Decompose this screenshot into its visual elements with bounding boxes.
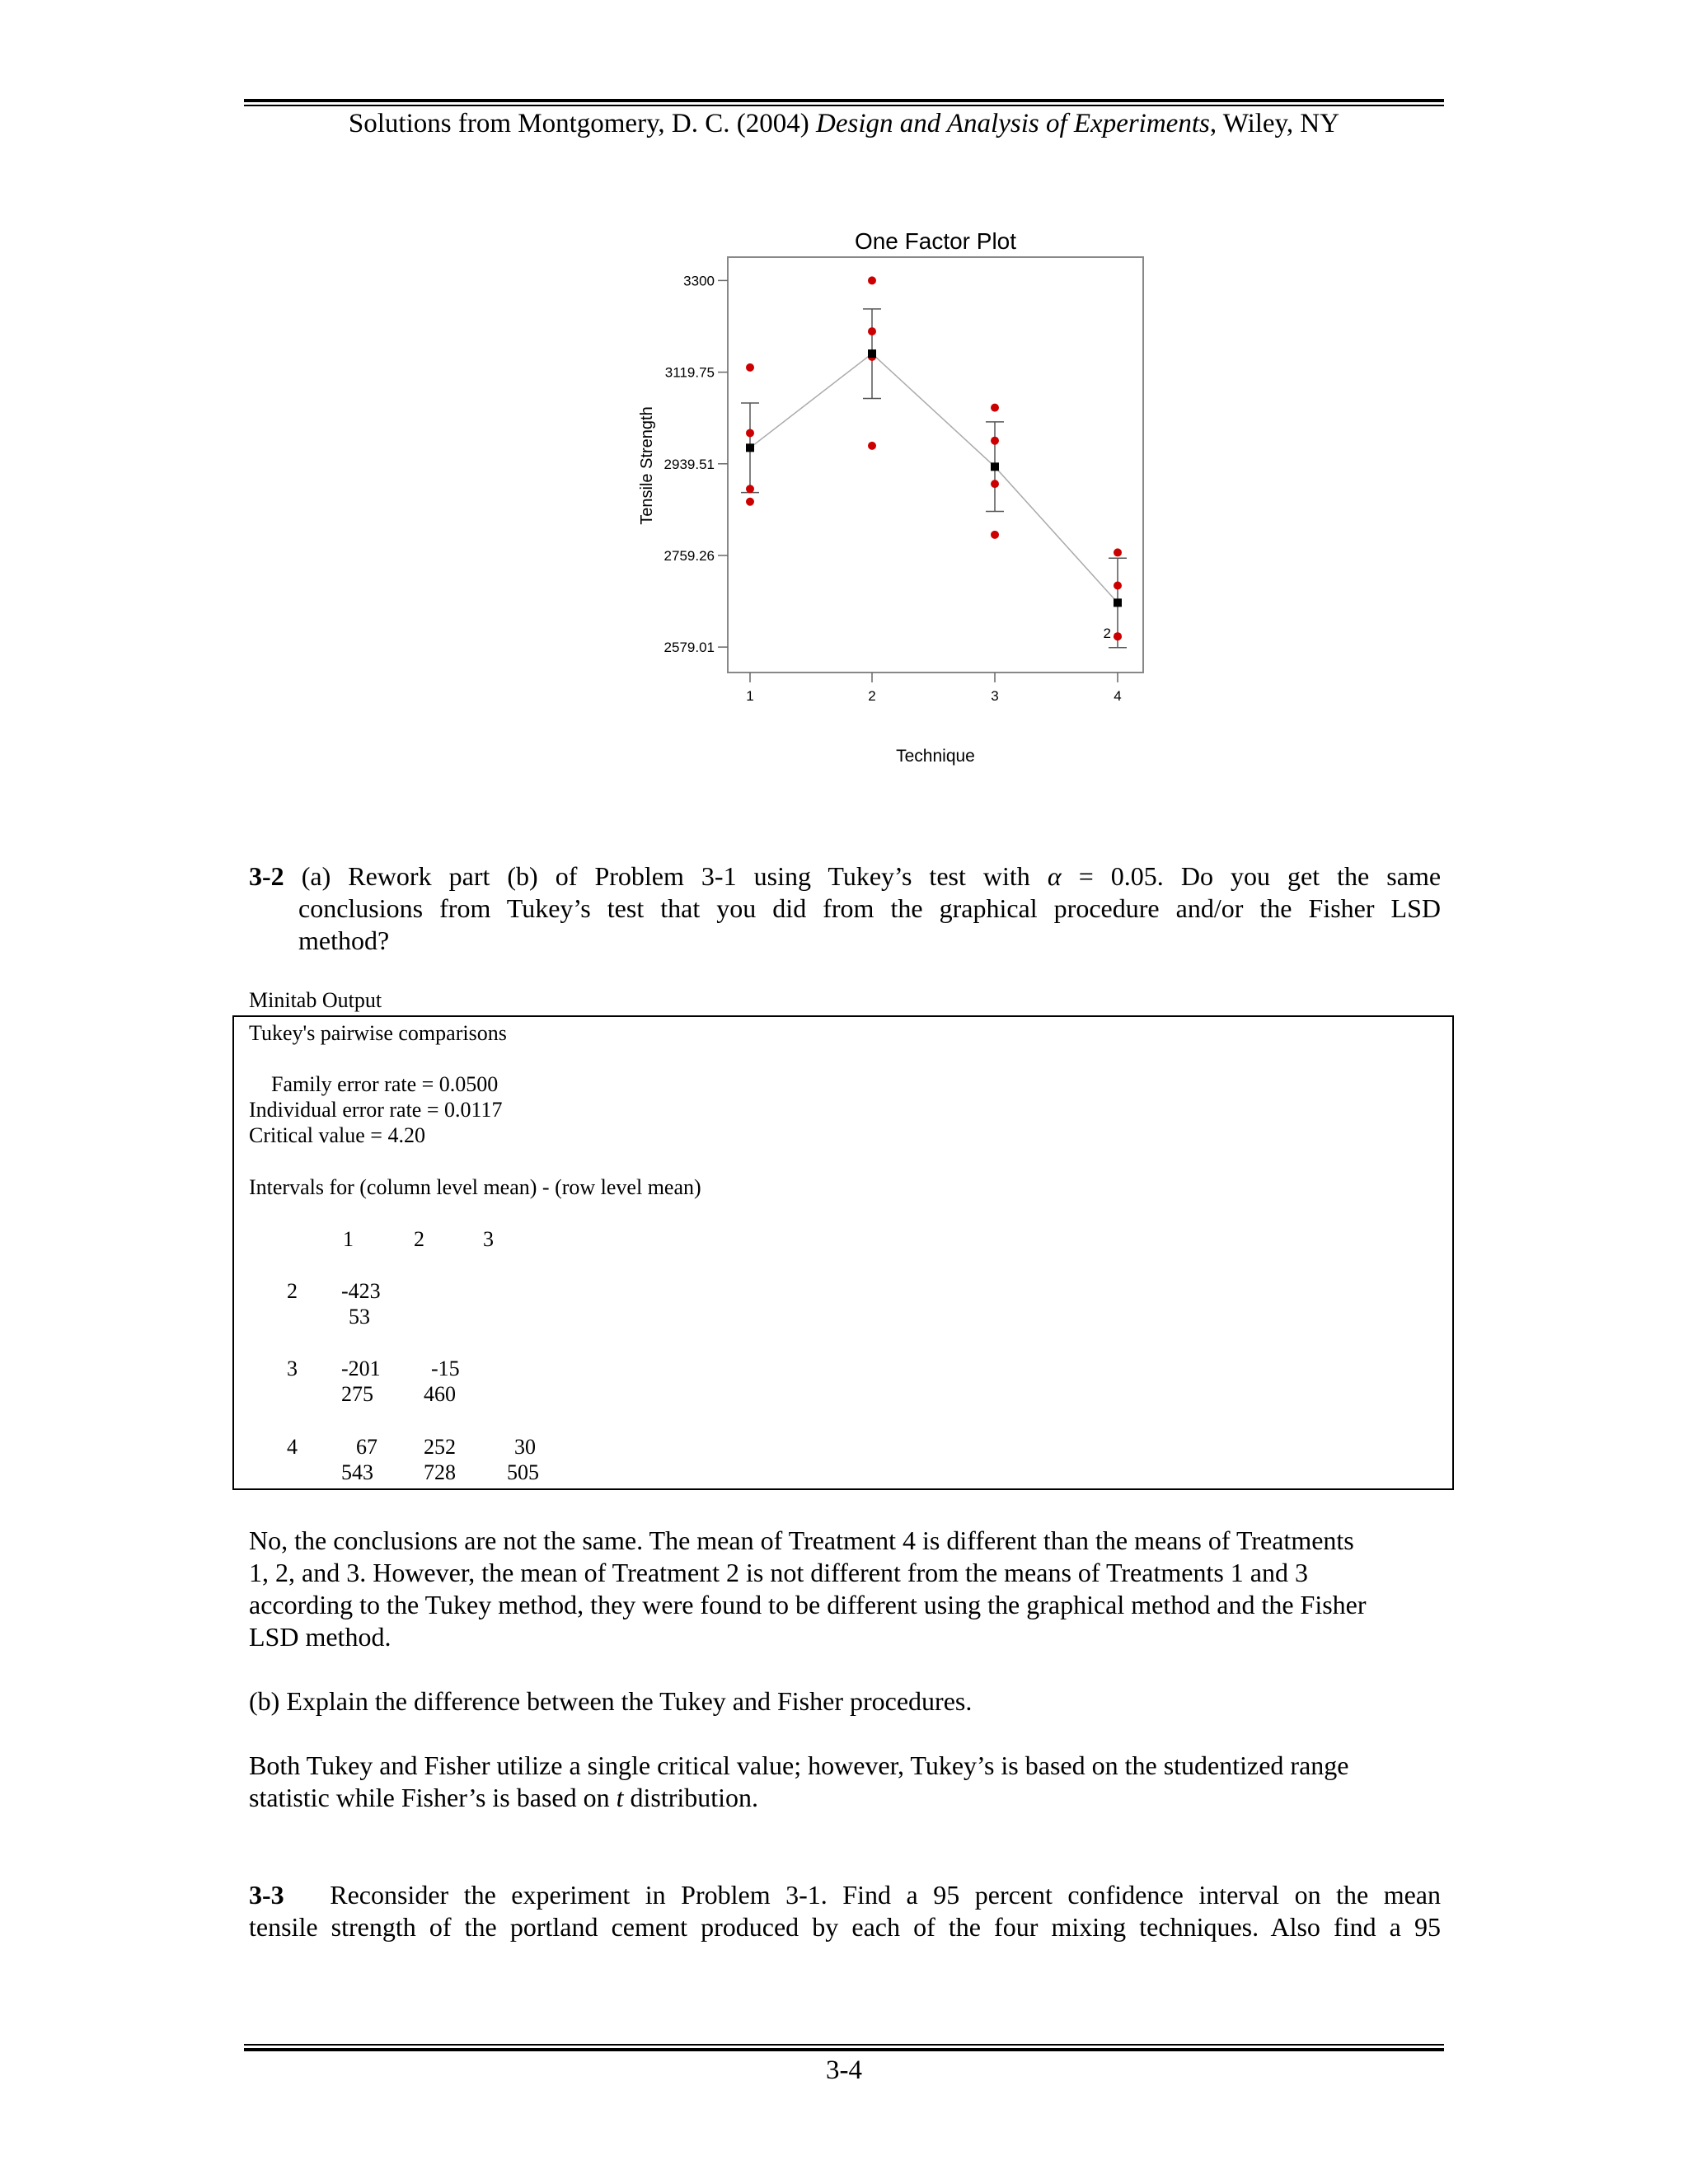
column-header: 3 <box>483 1227 494 1251</box>
observation-point <box>991 437 999 445</box>
critical-value: Critical value = 4.20 <box>249 1123 425 1147</box>
interval-high: 53 <box>349 1305 370 1329</box>
column-header: 2 <box>414 1227 424 1251</box>
chart-title: One Factor Plot <box>854 228 1017 254</box>
y-axis <box>664 273 728 655</box>
y-tick-label: 2579.01 <box>663 640 715 656</box>
family-error-rate: Family error rate = 0.0500 <box>271 1072 499 1096</box>
x-tick-label: 3 <box>991 688 999 704</box>
observation-point <box>746 429 754 437</box>
observation-point <box>746 498 754 506</box>
y-tick-label: 2759.26 <box>663 547 715 564</box>
minitab-label: Minitab Output <box>249 988 382 1012</box>
plot-frame <box>728 257 1143 673</box>
answer-a-line: LSD method. <box>249 1622 392 1652</box>
observation-point <box>991 480 999 488</box>
book-title: Design and Analysis of Experiments <box>816 109 1210 138</box>
header-rule-thin <box>244 105 1444 106</box>
problem-3-2 <box>249 860 1441 957</box>
observation-point <box>746 485 754 493</box>
interval-low: 252 <box>424 1435 456 1459</box>
interval-high: 275 <box>341 1382 373 1406</box>
row-label: 4 <box>287 1435 298 1459</box>
interval-low: -201 <box>341 1357 381 1380</box>
interval-low: -15 <box>431 1357 460 1380</box>
observation-point <box>868 327 876 335</box>
problem-number: 3-3 <box>249 1880 284 1910</box>
answer-b <box>249 1750 1441 1814</box>
answer-b-line2: statistic while Fisher’s is based on t distribution. <box>249 1783 759 1812</box>
row-label: 2 <box>287 1279 298 1303</box>
t-symbol: t <box>616 1783 624 1812</box>
problem-number: 3-2 <box>249 861 284 891</box>
minitab-title: Tukey's pairwise comparisons <box>249 1021 507 1045</box>
mean-line <box>750 354 1118 602</box>
alpha-symbol: α <box>1047 861 1062 891</box>
interval-high: 728 <box>424 1460 456 1484</box>
problem-3-2-line3: method? <box>298 926 390 955</box>
header-rule-thick <box>244 99 1444 102</box>
y-tick-label: 2939.51 <box>663 456 715 472</box>
running-header: Solutions from Montgomery, D. C. (2004) Design and Analysis of Experiments, Wiley, NY <box>348 109 1340 138</box>
page-number: 3-4 <box>826 2055 862 2085</box>
observation-point <box>991 531 999 539</box>
interval-low: -423 <box>341 1279 381 1303</box>
observation-point <box>1114 582 1122 590</box>
answer-a <box>249 1525 1441 1653</box>
problem-3-2-line1: 3-2 (a) Rework part (b) of Problem 3-1 using Tukey’s test with α = 0.05. Do you get the same <box>249 861 1442 891</box>
one-factor-plot <box>626 223 1170 775</box>
column-header: 1 <box>343 1227 354 1251</box>
mean-marker <box>746 443 754 452</box>
interval-low: 30 <box>514 1435 536 1459</box>
x-axis <box>746 673 1121 704</box>
plot-marks <box>741 276 1127 647</box>
mean-marker <box>868 349 876 358</box>
answer-a-line: 1, 2, and 3. However, the mean of Treatment 2 is not different from the means of Treatments 1 and 3 <box>249 1558 1308 1587</box>
x-axis-label: Technique <box>896 747 975 766</box>
individual-error-rate: Individual error rate = 0.0117 <box>249 1098 503 1122</box>
interval-high: 505 <box>507 1460 539 1484</box>
point-count-label: 2 <box>1103 626 1111 642</box>
problem-3-3-line1: 3-3 Reconsider the experiment in Problem 3-1. Find a 95 percent confidence interval on the mean <box>249 1880 1442 1910</box>
observation-point <box>868 276 876 284</box>
mean-marker <box>991 462 999 471</box>
interval-high: 543 <box>341 1460 373 1484</box>
row-label: 3 <box>287 1357 298 1380</box>
observation-point <box>868 442 876 450</box>
footer-rule-thin <box>244 2044 1444 2046</box>
minitab-output-box <box>232 1015 1454 1490</box>
problem-3-3 <box>249 1879 1441 1943</box>
observation-point <box>746 363 754 372</box>
answer-b-line1: Both Tukey and Fisher utilize a single critical value; however, Tukey’s is based on the studentized range <box>249 1750 1349 1780</box>
x-tick-label: 1 <box>746 688 754 704</box>
y-tick-label: 3119.75 <box>664 364 715 381</box>
interval-high: 460 <box>424 1382 456 1406</box>
answer-a-line: according to the Tukey method, they were found to be different using the graphical method and the Fisher <box>249 1590 1367 1619</box>
observation-point <box>1114 548 1122 556</box>
y-tick-label: 3300 <box>683 273 715 289</box>
part-b-question: (b) Explain the difference between the Tukey and Fisher procedures. <box>249 1686 973 1716</box>
interval-low: 67 <box>356 1435 377 1459</box>
problem-3-2-line2: conclusions from Tukey’s test that you did from the graphical procedure and/or the Fisher LSD <box>298 893 1441 923</box>
x-tick-label: 2 <box>868 688 876 704</box>
observation-point <box>1114 632 1122 640</box>
footer-rule-thick <box>244 2048 1444 2051</box>
observation-point <box>991 404 999 412</box>
y-axis-label: Tensile Strength <box>638 406 656 525</box>
problem-3-3-line2: tensile strength of the portland cement produced by each of the four mixing techniques. Also find a 95 <box>249 1912 1441 1942</box>
intervals-caption: Intervals for (column level mean) - (row level mean) <box>249 1175 701 1199</box>
x-tick-label: 4 <box>1114 688 1122 704</box>
mean-marker <box>1114 598 1122 607</box>
answer-a-line: No, the conclusions are not the same. The mean of Treatment 4 is different than the means of Treatments <box>249 1526 1354 1555</box>
